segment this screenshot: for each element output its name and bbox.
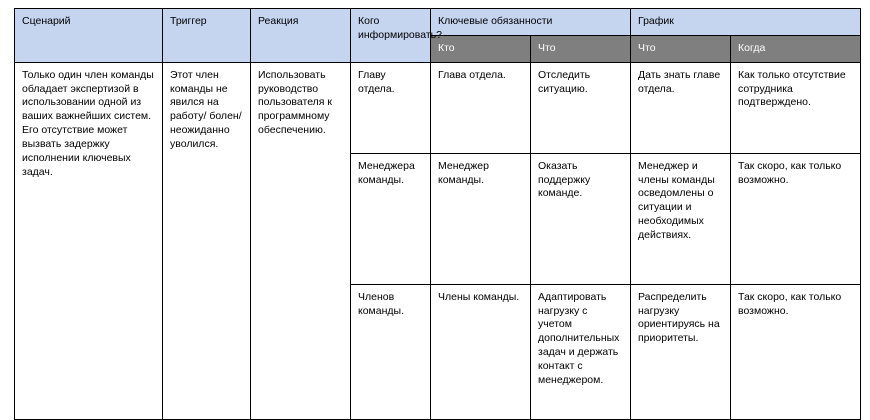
contingency-plan-table bbox=[14, 8, 861, 420]
cell-duty-what: Оказать поддержку команде. bbox=[531, 153, 631, 284]
column-header-trigger: Триггер bbox=[163, 9, 251, 63]
column-group-header-key-duties: Ключевые обязанности bbox=[431, 9, 631, 36]
cell-inform: Главу отдела. bbox=[351, 62, 431, 153]
cell-schedule-when: Как только отсутствие сотрудника подтверждено. bbox=[731, 62, 861, 153]
cell-schedule-when: Так скоро, как только возможно. bbox=[731, 153, 861, 284]
cell-reaction: Использовать руководство пользователя к программному обеспечению. bbox=[251, 62, 351, 419]
cell-duty-what: Адаптировать нагрузку с учетом дополнительных задач и держать контакт с менеджером. bbox=[531, 284, 631, 419]
column-header-reaction: Реакция bbox=[251, 9, 351, 63]
column-group-header-schedule: График bbox=[631, 9, 861, 36]
column-subheader-schedule-when: Когда bbox=[731, 35, 861, 62]
cell-schedule-what: Распределить нагрузку ориентируясь на приоритеты. bbox=[631, 284, 731, 419]
column-subheader-schedule-what: Что bbox=[631, 35, 731, 62]
table-body bbox=[15, 62, 861, 419]
column-header-scenario: Сценарий bbox=[15, 9, 163, 63]
table-header bbox=[15, 9, 861, 63]
cell-duty-what: Отследить ситуацию. bbox=[531, 62, 631, 153]
cell-scenario: Только один член команды обладает экспертизой в использовании одной из ваших важнейших систем. Его отсутствие может вызвать задержку исполнении ключевых задач. bbox=[15, 62, 163, 419]
column-subheader-duty-what: Что bbox=[531, 35, 631, 62]
cell-schedule-when: Так скоро, как только возможно. bbox=[731, 284, 861, 419]
column-header-inform: Кого информировать? bbox=[351, 9, 431, 63]
column-subheader-duty-who: Кто bbox=[431, 35, 531, 62]
table-header-row-1 bbox=[15, 9, 861, 36]
cell-duty-who: Менеджер команды. bbox=[431, 153, 531, 284]
cell-inform: Членов команды. bbox=[351, 284, 431, 419]
cell-inform: Менеджера команды. bbox=[351, 153, 431, 284]
cell-schedule-what: Менеджер и члены команды осведомлены о ситуации и необходимых действиях. bbox=[631, 153, 731, 284]
cell-schedule-what: Дать знать главе отдела. bbox=[631, 62, 731, 153]
table-row bbox=[15, 62, 861, 153]
cell-duty-who: Глава отдела. bbox=[431, 62, 531, 153]
cell-duty-who: Члены команды. bbox=[431, 284, 531, 419]
cell-trigger: Этот член команды не явился на работу/ болен/ неожиданно уволился. bbox=[163, 62, 251, 419]
